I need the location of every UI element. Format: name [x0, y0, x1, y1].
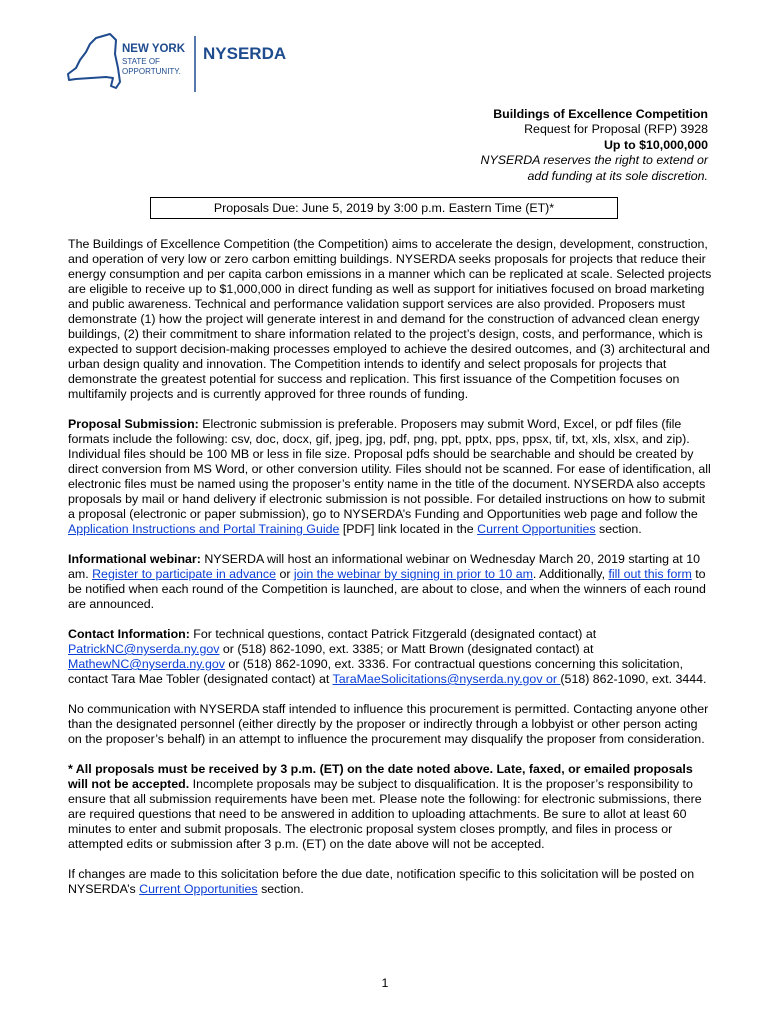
proposal-submission-paragraph	[68, 417, 714, 537]
contact-paragraph	[68, 627, 714, 687]
logo-state-line1: NEW YORK	[122, 43, 186, 55]
funding-note-line2: add funding at its sole discretion.	[527, 168, 708, 183]
deadline-paragraph	[68, 762, 714, 852]
document-body	[68, 237, 714, 912]
changes-text-2: section.	[257, 882, 304, 896]
webinar-text-4: to be notified when each round of the Competition is launched, are about to close, and when the winners of each round are announced.	[68, 567, 706, 611]
contact-text-2: or (518) 862-1090, ext. 3385; or Matt Brown (designated contact) at	[219, 642, 594, 656]
competition-title: Buildings of Excellence Competition	[493, 107, 708, 121]
page-number: 1	[381, 976, 389, 990]
logo-state-line2: STATE OF	[122, 57, 160, 66]
changes-text-1: If changes are made to this solicitation before the due date, notification specific to this solicitation will be posted on NYSERDA’s	[68, 867, 695, 896]
webinar-heading: Informational webinar:	[68, 552, 201, 566]
funding-note-line1: NYSERDA reserves the right to extend or	[480, 153, 708, 168]
contact-text-4: (518) 862-1090, ext. 3444.	[560, 672, 707, 686]
webinar-text-2: or	[276, 567, 294, 581]
rfp-header	[481, 107, 709, 184]
register-webinar-link[interactable]: Register to participate in advance	[92, 567, 277, 581]
deadline-text: Incomplete proposals may be subject to disqualification. It is the proposer’s responsibility to ensure that all submission requirements have been met. Please note the following: for electronic submissions, there are required questions that need to be answered in addition to uploading attachments. Be sure to allot at least 60 minutes to enter and submit proposals. The electronic proposal system closes promptly, and files in process or attempted edits or submission after 3 p.m. (ET) on the date above will not be accepted.	[68, 777, 702, 851]
current-opportunities-link-2[interactable]: Current Opportunities	[139, 882, 258, 896]
join-webinar-link[interactable]: join the webinar by signing in prior to 10 am	[293, 567, 533, 581]
contact-heading: Contact Information:	[68, 627, 190, 641]
logo-state-line3: OPPORTUNITY.	[122, 67, 181, 76]
webinar-text-3: . Additionally,	[532, 567, 609, 581]
taramae-email-link[interactable]: TaraMaeSolicitations@nyserda.ny.gov or	[332, 672, 561, 686]
fill-out-form-link[interactable]: fill out this form	[608, 567, 692, 581]
funding-amount: Up to $10,000,000	[603, 137, 708, 152]
application-instructions-link[interactable]: Application Instructions and Portal Training Guide	[68, 522, 340, 536]
submission-heading: Proposal Submission:	[68, 417, 199, 431]
webinar-text-1: NYSERDA will host an informational webinar on Wednesday March 20, 2019 starting at 10 am.	[68, 552, 700, 581]
logo-agency-name: NYSERDA	[203, 44, 287, 63]
deadline-bold-text: * All proposals must be received by 3 p.m. (ET) on the date noted above. Late, faxed, or emailed proposals will not be accepted.	[68, 762, 693, 791]
webinar-paragraph	[68, 552, 714, 612]
intro-paragraph: The Buildings of Excellence Competition (the Competition) aims to accelerate the design, development, construction, and operation of very low or zero carbon emitting buildings. NYSERDA seeks proposals for projects that reduce their energy consumption and per capita carbon emissions in a manner which can be replicated at scale. Selected projects are eligible to receive up to $1,000,000 in direct funding as well as support for initiatives focused on broad marketing and public awareness. Technical and performance validation support services are also provided. Proposers must demonstrate (1) how the project will generate interest in and demand for the construction of advanced clean energy buildings, (2) their commitment to share information related to the project’s design, costs, and performance, which is expected to support decision-making processes employed to achieve the desired outcomes, and (3) architectural and urban design quality and innovation. The Competition intends to identify and select proposals for projects that demonstrate the greatest potential for success and replication. This first issuance of the Competition focuses on multifamily projects and is currently approved for three rounds of funding.	[68, 237, 712, 401]
submission-text-1: Electronic submission is preferable. Proposers may submit Word, Excel, or pdf files (file formats include the following: csv, doc, docx, gif, jpeg, jpg, pdf, png, ppt, pptx, pps, ppsx, tif, txt, xls, xlsx, and zip). Individual files should be 100 MB or less in file size. Proposal pdfs should be searchable and should be created by direct conversion from MS Word, or other conversion utility. Files should not be scanned. For ease of identification, all electronic files must be named using the proposer’s entity name in the title of the document. NYSERDA also accepts proposals by mail or hand delivery if electronic submission is not possible. For detailed instructions on how to submit a proposal (electronic or paper submission), go to NYSERDA’s Funding and Opportunities web page and follow the	[68, 417, 711, 521]
nyserda-logo	[66, 30, 306, 96]
changes-paragraph	[68, 867, 714, 897]
proposals-due-box: Proposals Due: June 5, 2019 by 3:00 p.m. Eastern Time (ET)*	[150, 197, 618, 219]
contact-text-1: For technical questions, contact Patrick Fitzgerald (designated contact) at	[189, 627, 597, 641]
contact-text-3: or (518) 862-1090, ext. 3336. For contractual questions concerning this solicitation, contact Tara Mae Tobler (designated contact) at	[68, 657, 684, 686]
new-york-state-outline-icon	[68, 34, 120, 88]
patrick-email-link[interactable]: PatrickNC@nyserda.ny.gov	[68, 642, 220, 656]
submission-text-3: section.	[595, 522, 642, 536]
submission-text-2: [PDF] link located in the	[339, 522, 478, 536]
current-opportunities-link[interactable]: Current Opportunities	[477, 522, 596, 536]
mathew-email-link[interactable]: MathewNC@nyserda.ny.gov	[68, 657, 225, 671]
no-communication-paragraph: No communication with NYSERDA staff intended to influence this procurement is permitted. Contacting anyone other than the designated personnel (either directly by the proposer or indirectly through a lobbyist or other person acting on the proposer’s behalf) in an attempt to influence the procurement may disqualify the proposer from consideration.	[68, 702, 709, 746]
logo-graphic	[66, 30, 306, 96]
rfp-number: Request for Proposal (RFP) 3928	[524, 122, 708, 137]
